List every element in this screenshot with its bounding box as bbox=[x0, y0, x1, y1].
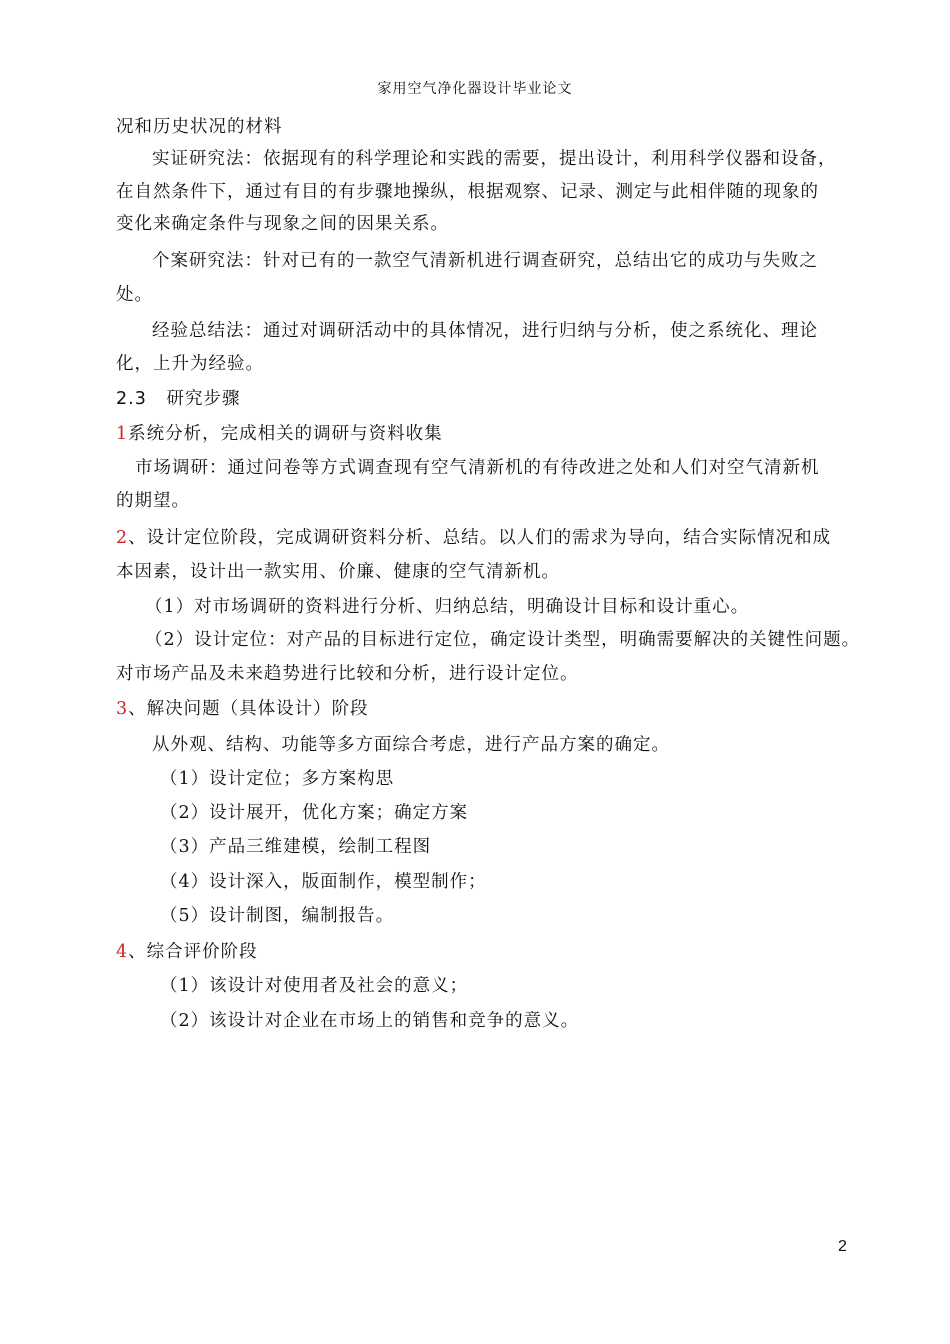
step-3-heading bbox=[116, 697, 369, 721]
list-item: （1）该设计对使用者及社会的意义； bbox=[160, 976, 469, 996]
section-title: 研究步骤 bbox=[166, 389, 241, 409]
paragraph-line: 处。 bbox=[116, 285, 153, 305]
paragraph-line: 从外观、结构、功能等多方面综合考虑，进行产品方案的确定。 bbox=[152, 735, 670, 755]
paragraph-line: （2）设计定位：对产品的目标进行定位，确定设计类型，明确需要解决的关键性问题。 bbox=[145, 630, 861, 650]
list-item: （5）设计制图，编制报告。 bbox=[160, 906, 395, 926]
paragraph-line: 个案研究法：针对已有的一款空气清新机进行调查研究，总结出它的成功与失败之 bbox=[152, 251, 818, 271]
step-1-heading bbox=[116, 422, 443, 446]
step-title: 、设计定位阶段，完成调研资料分析、总结。以人们的需求为导向，结合实际情况和成 bbox=[128, 528, 832, 548]
page-header: 家用空气净化器设计毕业论文 bbox=[377, 81, 573, 97]
step-number: 3 bbox=[116, 699, 129, 719]
paragraph-line: 化，上升为经验。 bbox=[116, 354, 264, 374]
step-title: 、解决问题（具体设计）阶段 bbox=[128, 699, 369, 719]
list-item: （3）产品三维建模，绘制工程图 bbox=[160, 837, 432, 857]
step-number: 2 bbox=[116, 528, 129, 548]
paragraph-line: 对市场产品及未来趋势进行比较和分析，进行设计定位。 bbox=[116, 664, 579, 684]
list-item: （4）设计深入，版面制作，模型制作； bbox=[160, 872, 487, 892]
paragraph-line: 实证研究法：依据现有的科学理论和实践的需要，提出设计，利用科学仪器和设备， bbox=[152, 149, 837, 169]
step-title: 系统分析，完成相关的调研与资料收集 bbox=[128, 424, 443, 444]
list-item: （1）设计定位；多方案构思 bbox=[160, 769, 395, 789]
step-2-heading bbox=[116, 526, 831, 550]
list-item: （2）设计展开，优化方案；确定方案 bbox=[160, 803, 469, 823]
paragraph-line: 市场调研：通过问卷等方式调查现有空气清新机的有待改进之处和人们对空气清新机 bbox=[135, 458, 820, 478]
list-item: （2）该设计对企业在市场上的销售和竞争的意义。 bbox=[160, 1011, 580, 1031]
page-number: 2 bbox=[838, 1238, 847, 1255]
paragraph-line: 在自然条件下，通过有目的有步骤地操纵，根据观察、记录、测定与此相伴随的现象的 bbox=[116, 182, 819, 202]
section-heading bbox=[116, 387, 241, 411]
paragraph-line: 况和历史状况的材料 bbox=[116, 117, 283, 137]
step-number: 4 bbox=[116, 942, 129, 962]
paragraph-line: 变化来确定条件与现象之间的因果关系。 bbox=[116, 214, 449, 234]
section-number: 2.3 bbox=[116, 389, 147, 409]
step-number: 1 bbox=[116, 424, 129, 444]
paragraph-line: 本因素，设计出一款实用、价廉、健康的空气清新机。 bbox=[116, 562, 560, 582]
paragraph-line: （1）对市场调研的资料进行分析、归纳总结，明确设计目标和设计重心。 bbox=[145, 597, 750, 617]
paragraph-line: 经验总结法：通过对调研活动中的具体情况，进行归纳与分析，使之系统化、理论 bbox=[152, 321, 818, 341]
step-title: 、综合评价阶段 bbox=[128, 942, 258, 962]
step-4-heading bbox=[116, 940, 258, 964]
paragraph-line: 的期望。 bbox=[116, 491, 190, 511]
